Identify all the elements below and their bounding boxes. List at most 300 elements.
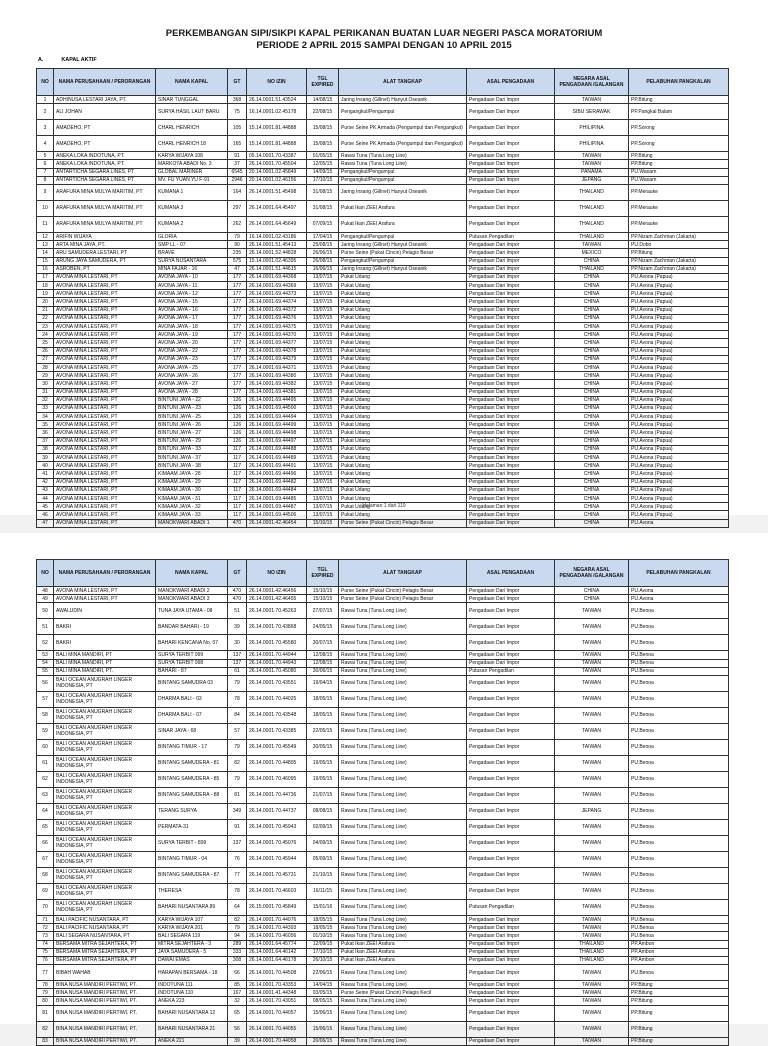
cell-gt: 167	[228, 989, 247, 997]
cell-procurement-origin: Pengadaan Dari Impor	[467, 184, 555, 200]
cell-expired-date: 31/08/15	[307, 200, 339, 216]
table-row	[37, 835, 729, 851]
table-row	[37, 883, 729, 899]
cell-procurement-origin: Pengadaan Dari Impor	[467, 331, 555, 339]
cell-no: 10	[37, 200, 54, 216]
cell-gt: 289	[228, 940, 247, 948]
cell-vessel-name: AVONA JAYA - 27	[156, 380, 228, 388]
cell-origin-country: THAILAND	[555, 948, 629, 956]
table-row	[37, 388, 729, 396]
cell-vessel-name: BINTANG SAMUDERA - 87	[156, 867, 228, 883]
cell-origin-country: THAILAND	[555, 232, 629, 240]
cell-vessel-name: SURYA TERBIT - 899	[156, 835, 228, 851]
report-title: PERKEMBANGAN SIPI/SIKPI KAPAL PERIKANAN BUATAN LUAR NEGERI PASCA MORATORIUM	[165, 28, 603, 39]
cell-expired-date: 18/05/15	[307, 924, 339, 932]
cell-procurement-origin: Pengadaan Dari Impor	[467, 200, 555, 216]
cell-no: 40	[37, 462, 54, 470]
cell-origin-country: TAIWAN	[555, 635, 629, 651]
cell-origin-country: CHINA	[555, 404, 629, 412]
cell-fishing-gear: Rawai Tuna (Tuna Long Line)	[339, 691, 467, 707]
cell-no: 61	[37, 755, 54, 771]
cell-license-no: 26.14.0001.69.44371	[247, 363, 307, 371]
cell-no: 17	[37, 273, 54, 281]
cell-fishing-gear: Pukat Udang	[339, 282, 467, 290]
page-footer: Halaman 1 dari 119	[362, 503, 406, 509]
header-origin-country: NEGARA ASAL PENGADAAN /GALANGAN	[555, 69, 629, 96]
cell-no: 8	[37, 176, 54, 184]
cell-home-port: PP.Sorong	[629, 120, 729, 136]
cell-no: 12	[37, 232, 54, 240]
cell-origin-country: TAIWAN	[555, 965, 629, 981]
table-row	[37, 257, 729, 265]
cell-company: BALI OCEAN ANUGRAH LINGER INDONESIA, PT	[54, 771, 156, 787]
cell-home-port: PP.Bitung	[629, 1037, 729, 1045]
cell-fishing-gear: Pukat Udang	[339, 396, 467, 404]
cell-home-port: PU.Benoa	[629, 707, 729, 723]
cell-company: AVONA MINA LESTARI, PT	[54, 331, 156, 339]
cell-vessel-name: AVONA JAYA - 17	[156, 314, 228, 322]
cell-gt: 126	[228, 396, 247, 404]
cell-fishing-gear: Rawai Tuna (Tuna Long Line)	[339, 819, 467, 835]
cell-vessel-name: KARYA WIJAYA 201	[156, 924, 228, 932]
cell-procurement-origin: Pengadaan Dari Impor	[467, 932, 555, 940]
cell-origin-country: TAIWAN	[555, 883, 629, 899]
cell-gt: 177	[228, 339, 247, 347]
cell-vessel-name: AVONA JAYA - 22	[156, 347, 228, 355]
cell-expired-date: 12/09/15	[307, 940, 339, 948]
cell-expired-date: 14/09/15	[307, 168, 339, 176]
cell-expired-date: 14/04/15	[307, 981, 339, 989]
cell-company: AVONA MINA LESTARI, PT	[54, 587, 156, 595]
table-row	[37, 413, 729, 421]
cell-home-port: PP.Sorong	[629, 136, 729, 152]
cell-gt: 164	[228, 184, 247, 200]
cell-origin-country: CHINA	[555, 380, 629, 388]
cell-no: 13	[37, 241, 54, 249]
cell-home-port: PU.Benoa	[629, 932, 729, 940]
table-row	[37, 478, 729, 486]
cell-company: BERSAMA MITRA SEJAHTERA, PT	[54, 940, 156, 948]
cell-home-port: PU.Benoa	[629, 675, 729, 691]
table-row	[37, 519, 729, 527]
table-row	[37, 282, 729, 290]
cell-vessel-name: AVONA JAYA - 10	[156, 273, 228, 281]
header-row	[37, 560, 729, 587]
cell-home-port: PU.Benoa	[629, 915, 729, 923]
cell-origin-country: TAIWAN	[555, 160, 629, 168]
cell-no: 32	[37, 396, 54, 404]
cell-license-no: 26.14.0001.70.46095	[247, 771, 307, 787]
cell-license-no: 26.14.0001.70.45549	[247, 739, 307, 755]
table-row	[37, 306, 729, 314]
cell-gt: 85	[228, 981, 247, 989]
header-procurement-origin: ASAL PENGADAAN	[467, 560, 555, 587]
cell-company: AVONA MINA LESTARI, PT	[54, 290, 156, 298]
cell-procurement-origin: Pengadaan Dari Impor	[467, 787, 555, 803]
cell-origin-country: THAILAND	[555, 956, 629, 964]
cell-expired-date: 15/08/15	[307, 136, 339, 152]
cell-gt: 64	[228, 899, 247, 915]
cell-home-port: PP.Bitung	[629, 1005, 729, 1021]
cell-gt: 91	[228, 152, 247, 160]
cell-company: BALI OCEAN ANUGRAH LINGER INDONESIA, PT	[54, 883, 156, 899]
cell-no: 1	[37, 96, 54, 104]
table-row	[37, 940, 729, 948]
table-row	[37, 603, 729, 619]
cell-fishing-gear: Rawai Tuna (Tuna Long Line)	[339, 915, 467, 923]
cell-procurement-origin: Pengadaan Dari Impor	[467, 619, 555, 635]
cell-license-no: 26.14.0001.70.43353	[247, 981, 307, 989]
cell-gt: 56	[228, 1021, 247, 1037]
cell-license-no: 26.14.0001.69.44495	[247, 396, 307, 404]
table-row	[37, 691, 729, 707]
cell-vessel-name: AVONA JAYA - 25	[156, 363, 228, 371]
table-row	[37, 915, 729, 923]
table-row	[37, 948, 729, 956]
cell-home-port: PU.Avona (Papua)	[629, 380, 729, 388]
header-license-no: NO IZIN	[247, 560, 307, 587]
cell-fishing-gear: Rawai Tuna (Tuna Long Line)	[339, 787, 467, 803]
cell-company: BINA NUSA MANDIRI PERTIWI, PT.	[54, 1037, 156, 1045]
cell-license-no: 26.14.0001.42.46455	[247, 595, 307, 603]
cell-home-port: PU.Avona (Papua)	[629, 314, 729, 322]
cell-gt: 117	[228, 478, 247, 486]
header-origin-country: NEGARA ASAL PENGADAAN /GALANGAN	[555, 560, 629, 587]
cell-home-port: PU.Benoa	[629, 851, 729, 867]
cell-home-port: PU.Avona (Papua)	[629, 347, 729, 355]
cell-origin-country: TAIWAN	[555, 989, 629, 997]
cell-procurement-origin: Pengadaan Dari Impor	[467, 265, 555, 273]
cell-expired-date: 08/08/15	[307, 803, 339, 819]
cell-fishing-gear: Pukat Udang	[339, 314, 467, 322]
cell-procurement-origin: Pengadaan Dari Impor	[467, 120, 555, 136]
cell-vessel-name: SURYA HASIL LAUT BARU	[156, 104, 228, 120]
cell-fishing-gear: Pukat Ikan ZEEI Arafura	[339, 956, 467, 964]
cell-gt: 65	[228, 1005, 247, 1021]
table-row	[37, 429, 729, 437]
cell-expired-date: 13/07/15	[307, 429, 339, 437]
cell-home-port: PU.Avona (Papua)	[629, 454, 729, 462]
cell-license-no: 26.14.0001.64.45649	[247, 216, 307, 232]
header-vessel-name: NAMA KAPAL	[156, 69, 228, 96]
cell-gt: 117	[228, 454, 247, 462]
cell-company: ARAFURA MINA MULYA MARITIM, PT	[54, 216, 156, 232]
cell-fishing-gear: Purse Seine (Pukat Cincin) Pelagis Besar	[339, 249, 467, 257]
cell-no: 33	[37, 404, 54, 412]
cell-gt: 177	[228, 372, 247, 380]
cell-no: 18	[37, 282, 54, 290]
cell-origin-country: CHINA	[555, 282, 629, 290]
cell-company: ARAFURA MINA MULYA MARITIM, PT	[54, 184, 156, 200]
cell-expired-date: 13/07/15	[307, 396, 339, 404]
cell-home-port: PU.Avona (Papua)	[629, 470, 729, 478]
cell-expired-date: 13/07/15	[307, 339, 339, 347]
cell-origin-country: TAIWAN	[555, 152, 629, 160]
cell-procurement-origin: Pengadaan Dari Impor	[467, 486, 555, 494]
cell-gt: 126	[228, 429, 247, 437]
cell-company: BALI OCEAN ANUGRAH LINGER INDONESIA, PT	[54, 851, 156, 867]
table-row	[37, 355, 729, 363]
cell-expired-date: 19/05/15	[307, 771, 339, 787]
cell-home-port: PP.Bitung	[629, 152, 729, 160]
cell-company: BALI OCEAN ANUGRAH LINGER INDONESIA, PT	[54, 675, 156, 691]
cell-fishing-gear: Rawai Tuna (Tuna Long Line)	[339, 755, 467, 771]
cell-gt: 79	[228, 771, 247, 787]
cell-company: BINA NUSA MANDIRI PERTIWI, PT.	[54, 981, 156, 989]
table-row	[37, 273, 729, 281]
cell-procurement-origin: Pengadaan Dari Impor	[467, 257, 555, 265]
cell-origin-country: PANAMA	[555, 168, 629, 176]
cell-company: AVONA MINA LESTARI, PT	[54, 314, 156, 322]
cell-company: AVONA MINA LESTARI, PT	[54, 486, 156, 494]
cell-license-no: 26.14.0001.70.43868	[247, 619, 307, 635]
cell-no: 68	[37, 867, 54, 883]
cell-license-no: 16.14.0001.02.45178	[247, 104, 307, 120]
cell-procurement-origin: Pengadaan Dari Impor	[467, 981, 555, 989]
cell-no: 21	[37, 306, 54, 314]
cell-home-port: PP.Bitung	[629, 249, 729, 257]
cell-gt: 47	[228, 265, 247, 273]
cell-company: BALI OCEAN ANUGRAH LINGER INDONESIA, PT	[54, 739, 156, 755]
table-row	[37, 723, 729, 739]
cell-home-port: PU.Avona (Papua)	[629, 363, 729, 371]
cell-origin-country: THAILAND	[555, 200, 629, 216]
table-row	[37, 956, 729, 964]
cell-license-no: 26.14.0001.64.46178	[247, 956, 307, 964]
cell-license-no: 26.14.0001.70.45076	[247, 835, 307, 851]
cell-procurement-origin: Putusan Pengadilan	[467, 232, 555, 240]
cell-fishing-gear: Rawai Tuna (Tuna Long Line)	[339, 835, 467, 851]
cell-gt: 84	[228, 707, 247, 723]
cell-vessel-name: BINTUNI JAYA - 26	[156, 421, 228, 429]
cell-company: BAKRI	[54, 619, 156, 635]
cell-home-port: PU.Wanam	[629, 176, 729, 184]
cell-no: 54	[37, 659, 54, 667]
cell-vessel-name: AVONA JAYA - 20	[156, 339, 228, 347]
cell-gt: 117	[228, 445, 247, 453]
header-expired-date: TGL EXPIRED	[307, 69, 339, 96]
cell-company: BALI OCEAN ANUGRAH LINGER INDONESIA, PT	[54, 803, 156, 819]
cell-company: ARTA MINA JAYA, PT.	[54, 241, 156, 249]
cell-no: 19	[37, 290, 54, 298]
cell-vessel-name: AVONA JAYA - 19	[156, 331, 228, 339]
cell-home-port: PU.Avona	[629, 595, 729, 603]
table-row	[37, 1021, 729, 1037]
cell-no: 80	[37, 997, 54, 1005]
table-row	[37, 989, 729, 997]
cell-procurement-origin: Pengadaan Dari Impor	[467, 323, 555, 331]
table-row	[37, 924, 729, 932]
cell-vessel-name: KIMAAM JAYA - 31	[156, 494, 228, 502]
cell-procurement-origin: Pengadaan Dari Impor	[467, 867, 555, 883]
table-row	[37, 819, 729, 835]
cell-fishing-gear: Pukat Udang	[339, 339, 467, 347]
cell-home-port: PP.Merauke	[629, 184, 729, 200]
cell-expired-date: 25/08/15	[307, 241, 339, 249]
cell-fishing-gear: Rawai Tuna (Tuna Long Line)	[339, 603, 467, 619]
cell-no: 16	[37, 265, 54, 273]
cell-license-no: 26.14.0001.69.44498	[247, 429, 307, 437]
cell-no: 34	[37, 413, 54, 421]
cell-no: 67	[37, 851, 54, 867]
cell-vessel-name: INDOTUNA 111	[156, 981, 228, 989]
cell-company: AVONA MINA LESTARI, PT	[54, 380, 156, 388]
cell-expired-date: 21/07/15	[307, 787, 339, 803]
cell-gt: 82	[228, 755, 247, 771]
cell-origin-country: CHINA	[555, 478, 629, 486]
table-row	[37, 404, 729, 412]
cell-expired-date: 15/08/15	[307, 120, 339, 136]
cell-procurement-origin: Pengadaan Dari Impor	[467, 168, 555, 176]
cell-fishing-gear: Rawai Tuna (Tuna Long Line)	[339, 803, 467, 819]
table-row	[37, 755, 729, 771]
cell-fishing-gear: Rawai Tuna (Tuna Long Line)	[339, 635, 467, 651]
cell-procurement-origin: Pengadaan Dari Impor	[467, 915, 555, 923]
cell-gt: 137	[228, 835, 247, 851]
cell-expired-date: 31/08/15	[307, 184, 339, 200]
table-row	[37, 372, 729, 380]
table-row	[37, 298, 729, 306]
cell-procurement-origin: Pengadaan Dari Impor	[467, 429, 555, 437]
cell-gt: 117	[228, 462, 247, 470]
cell-vessel-name: BINTUNI JAYA - 22	[156, 396, 228, 404]
cell-home-port: PU.Wanam	[629, 168, 729, 176]
cell-procurement-origin: Pengadaan Dari Impor	[467, 249, 555, 257]
cell-license-no: 26.14.0001.70.44736	[247, 787, 307, 803]
cell-home-port: PU.Avona (Papua)	[629, 282, 729, 290]
cell-expired-date: 13/07/15	[307, 494, 339, 502]
cell-vessel-name: KIMAAM JAYA - 28	[156, 470, 228, 478]
cell-expired-date: 15/10/15	[307, 587, 339, 595]
cell-fishing-gear: Jaring Insang (Gillnet) Hanyut Oseanik	[339, 184, 467, 200]
cell-home-port: PU.Avona (Papua)	[629, 273, 729, 281]
cell-company: AVONA MINA LESTARI, PT	[54, 355, 156, 363]
cell-origin-country: TAIWAN	[555, 659, 629, 667]
cell-origin-country: TAIWAN	[555, 691, 629, 707]
cell-no: 20	[37, 298, 54, 306]
cell-origin-country: CHINA	[555, 339, 629, 347]
table-row	[37, 200, 729, 216]
cell-procurement-origin: Pengadaan Dari Impor	[467, 755, 555, 771]
cell-fishing-gear: Pukat Ikan ZEEI Arafura	[339, 216, 467, 232]
cell-no: 15	[37, 257, 54, 265]
cell-license-no: 26.14.0001.69.44487	[247, 503, 307, 511]
cell-home-port: PU.Avona (Papua)	[629, 372, 729, 380]
cell-vessel-name: SURYA TERBIT 999	[156, 651, 228, 659]
cell-home-port: PU.Benoa	[629, 659, 729, 667]
cell-vessel-name: KIMAAM JAYA - 30	[156, 486, 228, 494]
cell-procurement-origin: Pengadaan Dari Impor	[467, 965, 555, 981]
cell-vessel-name: AVONA JAYA - 15	[156, 298, 228, 306]
cell-expired-date: 13/07/15	[307, 306, 339, 314]
cell-procurement-origin: Pengadaan Dari Impor	[467, 503, 555, 511]
cell-gt: 105	[228, 120, 247, 136]
cell-fishing-gear: Jaring Insang (Gillnet) Hanyut Oseanik	[339, 96, 467, 104]
cell-license-no: 26.14.0001.70.43385	[247, 723, 307, 739]
cell-expired-date: 15/01/16	[307, 899, 339, 915]
cell-origin-country: TAIWAN	[555, 619, 629, 635]
cell-fishing-gear: Pukat Udang	[339, 388, 467, 396]
cell-vessel-name: BINTANG SAMUDERA - 81	[156, 755, 228, 771]
cell-expired-date: 13/07/15	[307, 470, 339, 478]
cell-company: AVONA MINA LESTARI, PT	[54, 421, 156, 429]
cell-license-no: 26.14.0001.64.45774	[247, 940, 307, 948]
cell-no: 3	[37, 120, 54, 136]
cell-license-no: 26.15.0001.70.45849	[247, 899, 307, 915]
cell-procurement-origin: Pengadaan Dari Impor	[467, 413, 555, 421]
section-heading	[38, 57, 115, 63]
cell-license-no: 26.14.0001.69.44506	[247, 511, 307, 519]
table-row	[37, 454, 729, 462]
cell-procurement-origin: Pengadaan Dari Impor	[467, 282, 555, 290]
cell-procurement-origin: Pengadaan Dari Impor	[467, 924, 555, 932]
cell-company: BALI OCEAN ANUGRAH LINGER INDONESIA, PT	[54, 707, 156, 723]
cell-license-no: 26.14.0001.42.46456	[247, 587, 307, 595]
cell-procurement-origin: Pengadaan Dari Impor	[467, 739, 555, 755]
cell-fishing-gear: Pukat Udang	[339, 413, 467, 421]
cell-no: 25	[37, 339, 54, 347]
cell-no: 82	[37, 1021, 54, 1037]
cell-fishing-gear: Rawai Tuna (Tuna Long Line)	[339, 883, 467, 899]
cell-origin-country: TAIWAN	[555, 1005, 629, 1021]
cell-company: AVONA MINA LESTARI, PT	[54, 404, 156, 412]
cell-origin-country: SIBU SERAWAK	[555, 104, 629, 120]
cell-procurement-origin: Pengadaan Dari Impor	[467, 1037, 555, 1045]
cell-home-port: PU.Avona (Papua)	[629, 306, 729, 314]
cell-license-no: 26.14.0001.69.44496	[247, 470, 307, 478]
cell-gt: 177	[228, 388, 247, 396]
cell-procurement-origin: Pengadaan Dari Impor	[467, 989, 555, 997]
cell-license-no: 26.14.0001.69.44372	[247, 306, 307, 314]
cell-no: 69	[37, 883, 54, 899]
cell-license-no: 26.14.0001.52.44828	[247, 249, 307, 257]
cell-origin-country: TAIWAN	[555, 651, 629, 659]
cell-fishing-gear: Rawai Tuna (Tuna Long Line)	[339, 997, 467, 1005]
cell-company: AVONA MINA LESTARI, PT	[54, 519, 156, 527]
cell-fishing-gear: Pengangkut/Pengumpul	[339, 232, 467, 240]
cell-procurement-origin: Pengadaan Dari Impor	[467, 421, 555, 429]
cell-vessel-name: MANOKWARI ABADI 3	[156, 595, 228, 603]
cell-no: 70	[37, 899, 54, 915]
cell-origin-country: CHINA	[555, 470, 629, 478]
cell-company: AVONA MINA LESTARI, PT	[54, 306, 156, 314]
cell-gt: 117	[228, 494, 247, 502]
cell-license-no: 26.14.0001.70.45580	[247, 635, 307, 651]
cell-license-no: 26.14.0001.70.45731	[247, 867, 307, 883]
table-row	[37, 587, 729, 595]
cell-procurement-origin: Pengadaan Dari Impor	[467, 883, 555, 899]
cell-origin-country: CHINA	[555, 454, 629, 462]
cell-gt: 117	[228, 511, 247, 519]
cell-license-no: 05.14.0001.70.43387	[247, 152, 307, 160]
header-fishing-gear: ALAT TANGKAP	[339, 560, 467, 587]
cell-procurement-origin: Pengadaan Dari Impor	[467, 104, 555, 120]
cell-license-no: 26.14.0001.51.43524	[247, 96, 307, 104]
cell-license-no: 26.14.0001.70.44737	[247, 803, 307, 819]
cell-procurement-origin: Pengadaan Dari Impor	[467, 940, 555, 948]
cell-company: BIBAH WAHAB	[54, 965, 156, 981]
cell-origin-country: CHINA	[555, 429, 629, 437]
cell-gt: 94	[228, 932, 247, 940]
cell-no: 14	[37, 249, 54, 257]
cell-origin-country: TAIWAN	[555, 1021, 629, 1037]
cell-fishing-gear: Pukat Udang	[339, 454, 467, 462]
cell-license-no: 26.14.0001.69.44376	[247, 314, 307, 322]
cell-company: ANTARTICHA SEGARA LINES, PT	[54, 176, 156, 184]
cell-procurement-origin: Pengadaan Dari Impor	[467, 347, 555, 355]
table-row	[37, 595, 729, 603]
cell-company: BALI MINA MANDIRI, PT	[54, 651, 156, 659]
